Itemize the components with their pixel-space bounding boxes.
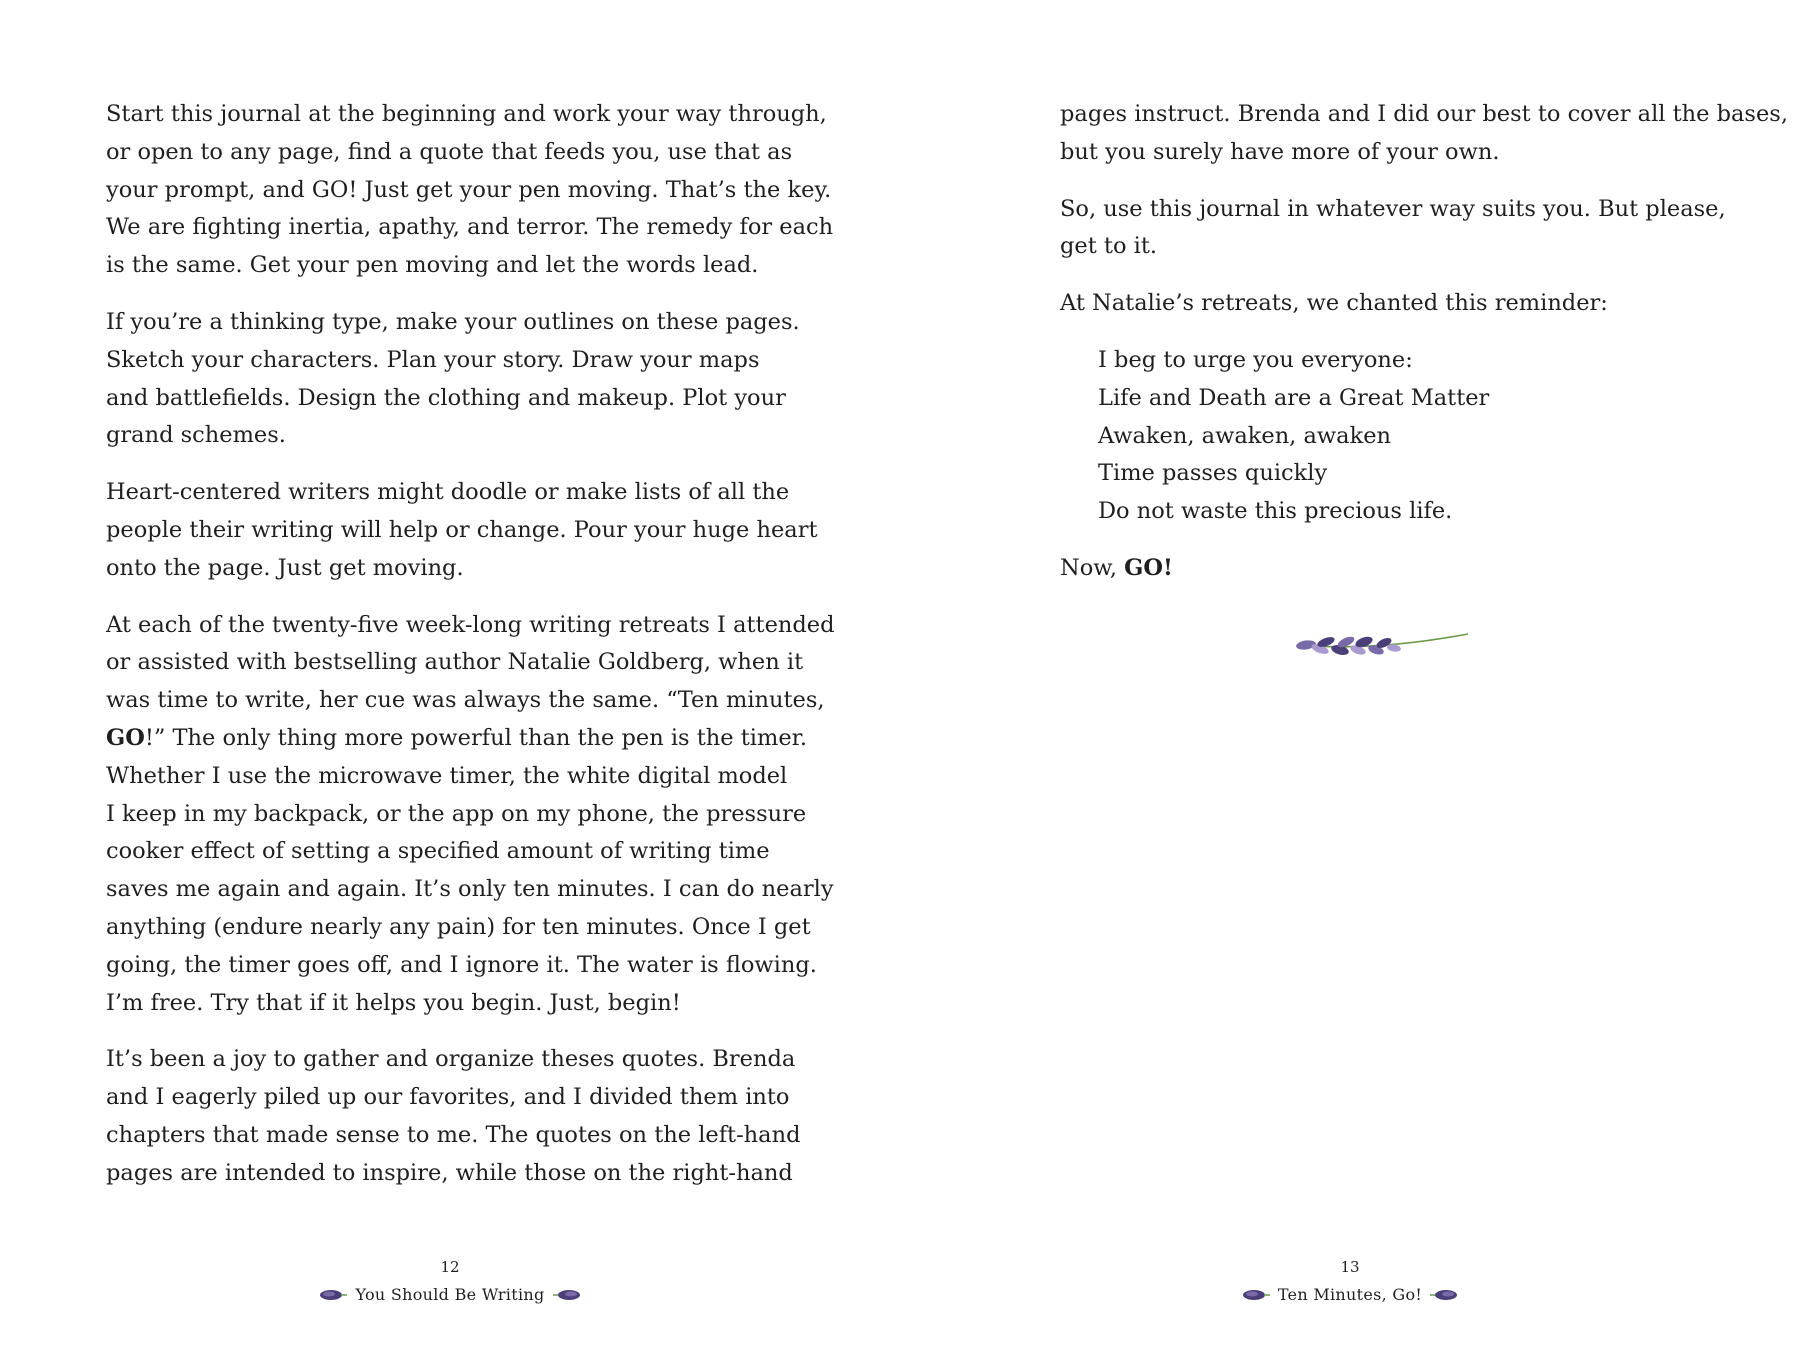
text-line: cooker effect of setting a specified amount of writing time xyxy=(106,838,770,865)
right-body-text xyxy=(1060,96,1788,607)
poem-line: I beg to urge you everyone: xyxy=(1098,346,1413,373)
text-line: going, the timer goes off, and I ignore it. The water is flowing. xyxy=(106,951,817,978)
right-running-title: Ten Minutes, Go! xyxy=(1277,1285,1423,1304)
poem-line: Awaken, awaken, awaken xyxy=(1098,422,1392,449)
left-page-number: 12 xyxy=(440,1258,460,1276)
chant-poem xyxy=(1098,342,1710,531)
text-line: but you surely have more of your own. xyxy=(1060,138,1500,165)
text-line: At Natalie’s retreats, we chanted this reminder: xyxy=(1060,290,1608,317)
text-line: was time to write, her cue was always the same. “Ten minutes, xyxy=(106,687,825,714)
left-running-footer xyxy=(0,1285,900,1304)
text-line: Whether I use the microwave timer, the white digital model xyxy=(106,762,788,789)
text-line: If you’re a thinking type, make your outlines on these pages. xyxy=(106,308,800,335)
text-line: Heart-centered writers might doodle or make lists of all the xyxy=(106,479,790,506)
text-line: chapters that made sense to me. The quotes on the left-hand xyxy=(106,1121,801,1148)
text-line: pages are intended to inspire, while those on the right-hand xyxy=(106,1159,793,1186)
text-line: is the same. Get your pen moving and let the words lead. xyxy=(106,252,759,279)
bold-go: GO! xyxy=(1124,554,1173,581)
lavender-sprig-icon xyxy=(1292,620,1472,664)
paragraph xyxy=(106,96,834,285)
paragraph xyxy=(106,474,818,587)
paragraph xyxy=(106,304,800,455)
poem-line: Life and Death are a Great Matter xyxy=(1098,384,1490,411)
text-line: get to it. xyxy=(1060,233,1158,260)
text-line: Sketch your characters. Plan your story. Draw your maps xyxy=(106,346,760,373)
text-line: or assisted with bestselling author Natalie Goldberg, when it xyxy=(106,649,804,676)
text-line: pages instruct. Brenda and I did our best to cover all the bases, xyxy=(1060,101,1788,127)
text-line: grand schemes. xyxy=(106,422,286,449)
text-line: I keep in my backpack, or the app on my phone, the pressure xyxy=(106,800,807,827)
paragraph xyxy=(106,1041,801,1192)
text-line: anything (endure nearly any pain) for ten minutes. Once I get xyxy=(106,913,811,940)
bold-go: GO xyxy=(106,724,145,751)
text-line: So, use this journal in whatever way suits you. But please, xyxy=(1060,195,1726,222)
lavender-bud-icon xyxy=(553,1289,581,1301)
poem-line: Do not waste this precious life. xyxy=(1098,498,1453,525)
paragraph xyxy=(1060,285,1710,323)
left-running-title: You Should Be Writing xyxy=(355,1285,545,1304)
right-page-number: 13 xyxy=(1340,1258,1360,1276)
text-line: I’m free. Try that if it helps you begin. Just, begin! xyxy=(106,989,681,1016)
text-line: your prompt, and GO! Just get your pen moving. That’s the key. xyxy=(106,176,832,203)
lavender-bud-icon xyxy=(1430,1289,1458,1301)
paragraph xyxy=(106,607,835,1023)
lavender-bud-icon xyxy=(1242,1289,1270,1301)
right-page xyxy=(900,0,1800,1350)
lavender-bud-icon xyxy=(319,1289,347,1301)
text-line: and battlefields. Design the clothing and makeup. Plot your xyxy=(106,384,786,411)
text-line: It’s been a joy to gather and organize theses quotes. Brenda xyxy=(106,1046,796,1073)
text-line: Start this journal at the beginning and work your way through, xyxy=(106,101,827,127)
left-body-text xyxy=(106,96,835,1212)
text-line: people their writing will help or change. Pour your huge heart xyxy=(106,516,818,543)
text-line: onto the page. Just get moving. xyxy=(106,554,464,581)
text-line: GO!” The only thing more powerful than the pen is the timer. xyxy=(106,724,808,751)
closing-line: Now, GO! xyxy=(1060,554,1173,581)
text-line: At each of the twenty-five week-long writing retreats I attended xyxy=(106,611,835,638)
right-running-footer xyxy=(900,1285,1800,1304)
text-line: and I eagerly piled up our favorites, and I divided them into xyxy=(106,1084,790,1111)
text-line: saves me again and again. It’s only ten minutes. I can do nearly xyxy=(106,876,834,903)
paragraph xyxy=(1060,191,1726,267)
paragraph xyxy=(1060,96,1788,172)
text-line: We are fighting inertia, apathy, and terror. The remedy for each xyxy=(106,214,834,241)
text-line: or open to any page, find a quote that feeds you, use that as xyxy=(106,138,793,165)
poem-line: Time passes quickly xyxy=(1098,460,1328,487)
